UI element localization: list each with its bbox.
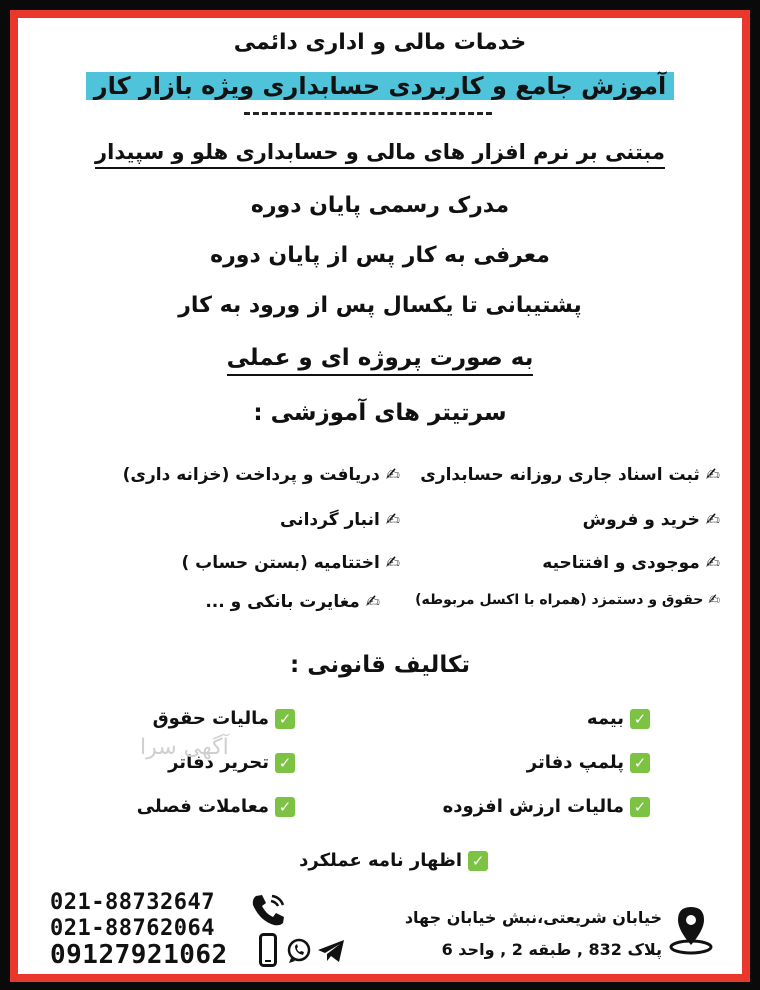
address-line: خیابان شریعتی،نبش خیابان جهاد [404,908,662,927]
legal-title: تکالیف قانونی : [290,652,470,678]
mode-line-text: به صورت پروژه ای و عملی [227,345,534,376]
address-line: پلاک 832 , طبقه 2 , واحد 6 [441,940,662,959]
phone-number[interactable]: 021-88762064 [50,916,215,941]
topic-item: ✍ انبار گردانی [279,510,400,530]
software-line-text: مبتنی بر نرم افزار های مالی و حسابداری هلو و سپیدار [95,140,665,169]
legal-item: ✓بیمه [587,708,650,729]
writing-hand-icon: ✍ [708,592,720,608]
writing-hand-icon: ✍ [385,465,400,485]
topics-title: سرتیتر های آموزشی : [253,400,507,426]
legal-item: ✓اظهار نامه عملکرد [299,850,488,871]
phone-number[interactable]: 021-88732647 [50,890,215,915]
check-mark-icon: ✓ [275,753,295,773]
feature-job-referral: معرفی به کار پس از پایان دوره [210,243,550,268]
legal-item: ✓تحریر دفاتر [168,752,295,773]
whatsapp-icon [286,938,312,964]
writing-hand-icon: ✍ [385,510,400,530]
topic-item: ✍ ثبت اسناد جاری روزانه حسابداری [420,465,720,485]
software-line [0,140,760,164]
check-mark-icon: ✓ [275,797,295,817]
feature-certificate: مدرک رسمی پایان دوره [250,193,510,218]
topic-item: ✍ اختتامیه (بستن حساب ) [181,553,400,573]
header-title: خدمات مالی و اداری دائمی [233,30,527,55]
legal-item: ✓مالیات حقوق [153,708,295,729]
writing-hand-icon: ✍ [705,553,720,573]
watermark: آگهی سرا [140,735,229,760]
location-pin-icon [668,905,714,955]
writing-hand-icon: ✍ [365,592,380,612]
check-mark-icon: ✓ [630,753,650,773]
mobile-phone-icon [259,933,277,967]
topic-item: ✍ حقوق و دستمزد (همراه با اکسل مربوطه) [415,592,720,608]
check-mark-icon: ✓ [630,709,650,729]
telegram-icon [316,938,346,964]
feature-support: پشتیبانی تا یکسال پس از ورود به کار [178,293,582,318]
check-mark-icon: ✓ [630,797,650,817]
writing-hand-icon: ✍ [385,553,400,573]
topic-item: ✍ خرید و فروش [582,510,720,530]
highlighted-headline: آموزش جامع و کاربردی حسابداری ویژه بازار کار [86,72,674,100]
writing-hand-icon: ✍ [705,510,720,530]
topic-item: ✍ مغایرت بانکی و ... [205,592,380,612]
legal-item: ✓پلمپ دفاتر [527,752,650,773]
legal-item: ✓مالیات ارزش افزوده [443,796,650,817]
legal-item: ✓معاملات فصلی [137,796,295,817]
writing-hand-icon: ✍ [705,465,720,485]
check-mark-icon: ✓ [468,851,488,871]
dashed-divider [244,112,492,115]
topic-item: ✍ دریافت و پرداخت (خزانه داری) [122,465,400,485]
mobile-number[interactable]: 09127921062 [50,940,228,970]
topic-item: ✍ موجودی و افتتاحیه [542,553,720,573]
phone-icon [250,893,288,927]
mode-line [0,345,760,371]
check-mark-icon: ✓ [275,709,295,729]
header-subtitle [0,72,760,100]
